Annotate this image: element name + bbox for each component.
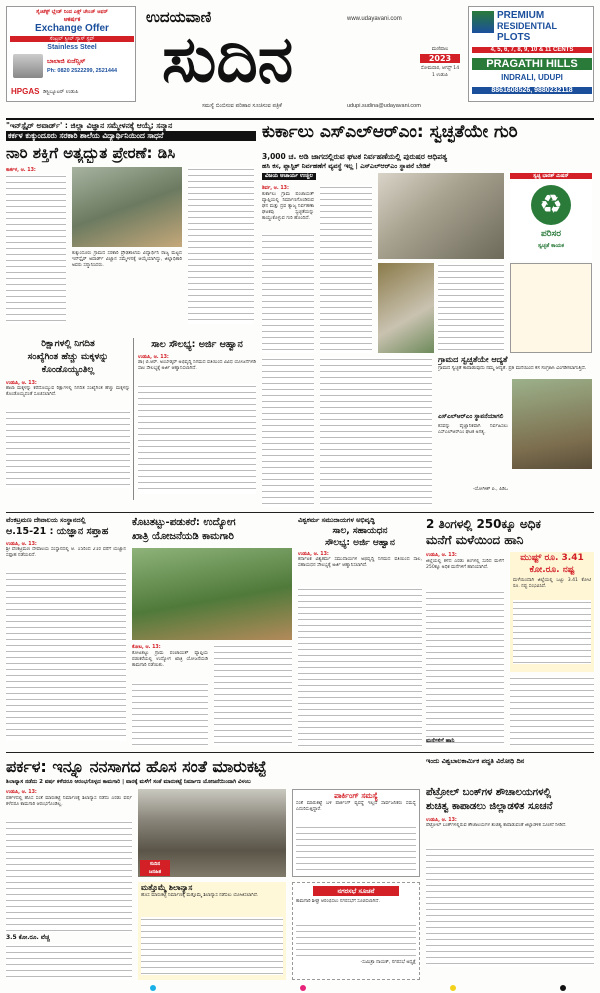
story7-body: ಕರ್ನಾಟಕ ವಿಶ್ವಕರ್ಮ ಸಮುದಾಯಗಳ ಅಭಿವೃದ್ಧಿ ನಿಗಮದ ವತಿಯಿಂದ ಸಾಲ, ಸಹಾಯಧನ ಸೌಲಭ್ಯಕ್ಕೆ ಅರ್ಜಿ ಆಹ್ವಾನಿಸಲಾಗಿದೆ. xyxy=(298,557,422,568)
swachh-logo xyxy=(510,173,592,261)
story9-box2-body: ಹೊಸ ಮಾರುಕಟ್ಟೆ ನಿರ್ಮಾಣಕ್ಕೆ ಮತ್ತೊಮ್ಮೆ ಶಿಲಾನ್ಯಾಸ ನಡೆಸಲು ಯೋಜಿಸಲಾಗಿದೆ. xyxy=(141,893,259,898)
story2-subhead: 3,000 ಚ. ಅಡಿ ಜಾಗದಲ್ಲಿರುವ ಘಟಕ ನಿರ್ವಹಣೆಯಲ್ಲಿ ಪುರುಷರ ಆಧಿಪತ್ಯ xyxy=(262,152,448,161)
story7-body-lines xyxy=(298,587,422,747)
story4-body: ಡಾ| ಬಿ.ಆರ್. ಅಂಬೇಡ್ಕರ್ ಅಭಿವೃದ್ಧಿ ನಿಗಮದ ವತಿಯಿಂದ ವಿವಿಧ ಯೋಜನೆಗಳಡಿ ಸಾಲ ಸೌಲಭ್ಯಕ್ಕೆ ಅರ್ಜಿ ಆಹ್ವಾನಿಸಲಾಗಿದೆ. xyxy=(138,360,256,371)
story2-quote-body: ಕಸವನ್ನು ವೈಜ್ಞಾನಿಕವಾಗಿ ನಿರ್ವಹಿಸಲು ಎಸ್‌ಎಲ್‌ಆರ್‌ಎಂ ಘಟಕ ಅಗತ್ಯ. xyxy=(438,424,508,435)
swachh-logo-word1: ಪರಿಸರ xyxy=(540,229,562,239)
swachh-logo-word2: ಸ್ವಚ್ಛತೆ ಕಾಯಕ xyxy=(538,243,564,249)
story9-box1-title: ಪಾರ್ಕಿಂಗ್ ಸಮಸ್ಯೆ xyxy=(334,791,378,800)
story9-box1-lines xyxy=(296,825,416,871)
masthead-date-block xyxy=(420,46,460,102)
story10 xyxy=(426,756,594,982)
story2-subhead2: ಹಸಿ ಕಸ, ಪ್ಲಾಸ್ಟಿಕ್ ನಿರ್ವಹಣೆಗೆ ವ್ಯವಸ್ಥೆ ಇಲ್ಲ | ಎಸ್‌ಎಲ್‌ಆರ್‌ಎಂ ಸ್ಥಾಪನೆ ಬೇಡಿಕೆ xyxy=(262,162,431,170)
story2 xyxy=(262,121,594,511)
stove-image xyxy=(13,54,43,78)
story2-photo-truck xyxy=(378,263,434,353)
hills-logo xyxy=(472,11,494,33)
story9-badge2: ಜನಹಿತ xyxy=(148,869,162,875)
story5-headline1: ವೆಂಕಟ್ರಮಣ ದೇವಾಲಯ ಸಂಸ್ಥಾನದಲ್ಲಿ xyxy=(6,516,86,524)
story5-body: ಶ್ರೀ ವೆಂಕಟ್ರಮಣ ದೇವಾಲಯ ಸಂಸ್ಥಾನದಲ್ಲಿ ಆ. 15ರಿಂದ 21ರ ವರೆಗೆ ಯಜ್ಞಾನ ಸಪ್ತಾಹ ನಡೆಯಲಿದೆ. xyxy=(6,547,126,558)
story10-headline1: ಪೆಟ್ರೋಲ್ ಬಂಕ್‌ಗಳ ಶೌಚಾಲಯಗಳಲ್ಲಿ xyxy=(426,787,552,798)
story4-headline: ಸಾಲ ಸೌಲಭ್ಯ: ಅರ್ಜಿ ಆಹ್ವಾನ xyxy=(151,339,243,350)
story3-body-lines xyxy=(6,410,130,488)
masthead-brand-small: ಉದಯವಾಣಿ xyxy=(146,8,212,26)
story9-body-col1 xyxy=(6,820,132,932)
story10-kicker: ಇಂದು ವಿಶ್ವಬಾಲಕಾರ್ಮಿಕ ಪದ್ಧತಿ ವಿರೋಧಿ ದಿನ xyxy=(426,757,525,765)
story6-dateline: ಕೋಟ, ಆ. 13: xyxy=(132,645,161,650)
story7-headline1: ವಿಶ್ವಕರ್ಮ ಸಮುದಾಯಗಳ ಅಭಿವೃದ್ಧಿ xyxy=(298,516,375,524)
registration-mark xyxy=(300,985,306,991)
story10-body: ಪೆಟ್ರೋಲ್ ಬಂಕ್‌ಗಳಲ್ಲಿರುವ ಶೌಚಾಲಯಗಳ ಶುಚಿತ್ವ ಕಾಪಾಡುವಂತೆ ಜಿಲ್ಲಾಡಳಿತ ಸೂಚನೆ ನೀಡಿದೆ. xyxy=(426,823,567,828)
ad-left-offer: Exchange Offer xyxy=(35,23,109,34)
story9-badge xyxy=(140,860,170,876)
story9-box2-lines xyxy=(141,917,283,975)
story2-dateline: ಶಿರ್ವ, ಆ. 13: xyxy=(262,186,289,191)
story2-box-body: ಗ್ರಾಮದ ಸ್ವಚ್ಛತೆ ಕಾಪಾಡುವುದು ನಮ್ಮ ಆದ್ಯತೆ. ಪ್ರತಿ ಮನೆಯಿಂದ ಕಸ ಸಂಗ್ರಹಿಸಿ ವಿಂಗಡಿಸಲಾಗುತ್ತಿದೆ. xyxy=(438,366,587,371)
story8-body: ಜಿಲ್ಲೆಯಲ್ಲಿ ಕಳೆದ ಎರಡು ತಿಂಗಳಲ್ಲಿ ಸುರಿದ ಮಳೆಗೆ 250ಕ್ಕೂ ಅಧಿಕ ಮನೆಗಳಿಗೆ ಹಾನಿಯಾಗಿದೆ. xyxy=(426,559,504,570)
story8-body-col1 xyxy=(426,590,504,746)
story9-body: ಪರ್ಕಳದಲ್ಲಿ ಹೊಸ ಸಂತೆ ಮಾರುಕಟ್ಟೆ ನಿರ್ಮಾಣಕ್ಕೆ ಶಿಲಾನ್ಯಾಸ ನಡೆದು ಎರಡು ವರ್ಷ ಕಳೆದರೂ ಕಾಮಗಾರಿ ಆರಂಭಗೊಂಡಿಲ್ಲ. xyxy=(6,796,132,807)
story2-body: ಕುರ್ಕಾಲು ಗ್ರಾಮ ಪಂಚಾಯತ್ ವ್ಯಾಪ್ತಿಯಲ್ಲಿ ನಿರ್ಮಾಣಗೊಂಡಿರುವ ಘನ ಮತ್ತು ದ್ರವ ತ್ಯಾಜ್ಯ ನಿರ್ವಹಣಾ ಘಟಕವು ಸ್ವಚ್ಛತೆಯನ್ನು ಕಾಯ್ದುಕೊಳ್ಳುವ ಗುರಿ ಹೊಂದಿದೆ. xyxy=(262,192,314,221)
story8-dateline: ಉಡುಪಿ, ಆ. 13: xyxy=(426,553,457,558)
story2-photo-sacks xyxy=(378,173,504,259)
story6-body: ಕೋಟತಟ್ಟು ಗ್ರಾಮ ಪಂಚಾಯತ್ ವ್ಯಾಪ್ತಿಯ ಪಡುಕರೆಯಲ್ಲಿ ಉದ್ಯೋಗ ಖಾತ್ರಿ ಯೋಜನೆಯಡಿ ಕಾಮಗಾರಿ ನಡೆಯಿತು. xyxy=(132,651,208,668)
masthead-page-line: 1 ಉಡುಪಿ xyxy=(432,73,448,78)
story8-box-body: ಮಳೆಯಿಂದಾಗಿ ಜಿಲ್ಲೆಯಲ್ಲಿ ಒಟ್ಟು 3.41 ಕೋಟಿ ರೂ. ನಷ್ಟ ಸಂಭವಿಸಿದೆ. xyxy=(513,578,591,589)
story2-body-col5 xyxy=(320,357,432,507)
story8-box xyxy=(510,552,594,672)
story1-kicker1: "ಇನ್‌ಸ್ಪೈರ್ ಅವಾರ್ಡ್' : ಜಿಲ್ಲಾ ವಿಜ್ಞಾನ ಸಮ್ಮೇಳನಕ್ಕೆ ಆಯ್ಕೆ; ಸನ್ಮಾನ xyxy=(6,121,173,130)
masthead-year: 2023 xyxy=(420,54,460,63)
mid-rule xyxy=(6,512,594,513)
registration-mark xyxy=(450,985,456,991)
story9-subhead: ಶಿಲಾನ್ಯಾಸ ನಡೆದು 2 ವರ್ಷ ಕಳೆದರೂ ಆರಂಭಗೊಳ್ಳದ ಕಾಮಗಾರಿ | ವಾರಕ್ಕೆ ಮಳೆಗೆ ಸಂತೆ ಮಾರುಕಟ್ಟೆ ನಿರ್ಮಾಣ ಯೋಜನೆಯಿಂದಾಗಿ ವಿಳಂಬ xyxy=(6,779,251,785)
story2-box xyxy=(510,263,592,353)
ad-left-line3: ಸೆಂಟ್ರಲ್ ಸ್ಟೀಲ್ ಗ್ಯಾಸ್ ಸ್ಟವ್ xyxy=(10,36,134,42)
story9-amount: 3.5 ಕೋ.ರೂ. ವೆಚ್ಚ xyxy=(6,934,50,941)
story9-box1-body: ಸಂತೆ ಮಾರುಕಟ್ಟೆ ಬಳಿ ಪಾರ್ಕಿಂಗ್ ವ್ಯವಸ್ಥೆ ಇಲ್ಲದೆ ಸಾರ್ವಜನಿಕರು ಸಮಸ್ಯೆ ಎದುರಿಸುತ್ತಿದ್ದಾರೆ. xyxy=(296,801,416,812)
ad-right-name: PRAGATHI HILLS xyxy=(472,58,592,70)
masthead-email[interactable]: udupi.sudina@udayavani.com xyxy=(347,103,421,109)
story2-body-col2 xyxy=(320,185,372,353)
story5-dateline: ಉಡುಪಿ, ಆ. 13: xyxy=(6,542,37,547)
story10-headline2: ಶುಚಿತ್ವ ಕಾಪಾಡಲು ಜಿಲ್ಲಾಡಳಿತ ಸೂಚನೆ xyxy=(426,801,553,812)
story2-quote xyxy=(438,413,508,509)
story1-body-col3 xyxy=(188,167,254,324)
story9-box3-title: ನಗರಸಭೆ ಸೂಚನೆ xyxy=(313,886,399,896)
story6-body-col2 xyxy=(214,644,292,746)
story9-box3 xyxy=(292,882,420,980)
masthead-tagline: ಸಮಸ್ಯೆ ಬಿಂಬಿಸುವ ಪರಿಹಾರ ಸೂಚಿಸುವ ಪತ್ರಿಕೆ xyxy=(202,103,282,109)
story7-dateline: ಉಡುಪಿ, ಆ. 13: xyxy=(298,552,329,557)
ad-left-phone: Ph: 0820 2522299, 2521444 xyxy=(47,68,118,74)
ad-right-cents: 4, 5, 6, 7, 8, 9, 10 & 11 CENTS xyxy=(472,47,592,53)
story4-dateline: ಉಡುಪಿ, ಆ. 13: xyxy=(138,355,169,360)
story8-headline2: ಮನೆಗೆ ಮಳೆಯಿಂದ ಹಾನಿ xyxy=(426,533,524,547)
story6-photo xyxy=(132,548,292,640)
story6-body-col1 xyxy=(132,682,208,746)
story9-box3-body: ಕಾಮಗಾರಿ ಶೀಘ್ರ ಆರಂಭಿಸಲು ನಗರಸಭೆಗೆ ಸೂಚಿಸಲಾಗಿದೆ. xyxy=(296,899,380,904)
story1-photo xyxy=(72,167,182,247)
ad-left-brand: HPGAS xyxy=(11,87,40,96)
story6-headline2: ಖಾತ್ರಿ ಯೋಜನೆಯಡಿ ಕಾಮಗಾರಿ xyxy=(132,531,234,542)
ad-right xyxy=(468,6,594,102)
story3-headline1: ರಿಕ್ಷಾಗಳಲ್ಲಿ ನಿಗದಿತ xyxy=(41,339,95,349)
story10-body-lines xyxy=(426,847,594,967)
story3 xyxy=(6,338,130,500)
story8-box-title2: ಕೋ.ರೂ. ನಷ್ಟ xyxy=(529,565,575,575)
masthead-date-line: ಸೋಮವಾರ, ಆಗಸ್ಟ್ 14 xyxy=(420,66,460,71)
story9-box2-title: ಮತ್ತೊಮ್ಮೆ ಶಿಲಾನ್ಯಾಸ xyxy=(141,883,193,892)
story4-body-lines xyxy=(138,384,256,494)
story1 xyxy=(6,121,256,331)
ad-left-line1: ಸೈಂಟೆಕ್ಸ್ ಬ್ಲೇಡ್ ನಿಂದ ಎಕ್ಸ್ ಚೇಂಜ್ ಆಫರ್ xyxy=(36,9,108,15)
story8-body-col2 xyxy=(510,676,594,746)
story2-box-title: ಗ್ರಾಮದ ಸ್ವಚ್ಛತೆಯೇ ಆದ್ಯತೆ xyxy=(438,355,508,364)
recycle-icon: ♻ xyxy=(531,185,571,225)
story8-box-title1: ಮುಷ್ಟ್ ರೂ. 3.41 xyxy=(520,553,584,563)
ad-left-steel: Stainless Steel xyxy=(47,44,97,51)
story9-box3-lines xyxy=(296,923,416,959)
story3-headline2: ಸಂಖ್ಯೆಗಿಂತ ಹೆಚ್ಚು ಮಕ್ಕಳನ್ನು xyxy=(27,352,109,362)
ad-left-brand-sub: ಡಿಸ್ಟ್ರಿಬ್ಯೂಟರ್ ಉಡುಪಿ xyxy=(43,89,79,95)
story1-headline: ನಾರಿ ಶಕ್ತಿಗೆ ಅತ್ಯದ್ಭುತ ಪ್ರೇರಣೆ: ಡಿಸಿ xyxy=(6,144,176,162)
story3-headline3: ಕೊಂಡೊಯ್ಯಂತಿಲ್ಲ xyxy=(41,365,95,375)
story7-headline2: ಸಾಲ, ಸಹಾಯಧನ xyxy=(332,526,388,536)
story8-subhead: ಮನೆಗಳಿಗೆ ಹಾನಿ xyxy=(426,738,455,744)
ad-left xyxy=(6,6,136,102)
story1-dateline: ಕಾರ್ಕಳ, ಆ. 13: xyxy=(6,168,36,173)
masthead-rule xyxy=(6,118,594,120)
story2-body-col6 xyxy=(262,357,314,507)
registration-mark xyxy=(150,985,156,991)
story9-box1 xyxy=(292,789,420,877)
story8-box-lines xyxy=(513,600,591,664)
story3-divider xyxy=(133,338,134,500)
story2-photo-ground xyxy=(512,379,592,469)
story5-headline2: ಆ.15-21 : ಯಜ್ಞಾನ ಸಪ್ತಾಹ xyxy=(6,526,109,537)
lower-rule xyxy=(6,752,594,753)
story9-badge1: ಸುದಿನ xyxy=(149,861,161,867)
ad-right-place: INDRALI, UDUPI xyxy=(501,73,563,82)
story2-quote-sig: -ಯೋಗೀಶ್ ಪಿ., ಪಿಡಿಒ xyxy=(472,487,508,492)
ad-left-line2: ಆಕರ್ಷಕ xyxy=(63,16,81,23)
story1-body: ಕುಕ್ಕುಂದೂರು ಗ್ರಾಮದ ಸರಕಾರಿ ಪ್ರೌಢಶಾಲೆಯ ವಿದ್ಯಾರ್ಥಿನಿ ರಾಜ್ಯ ಮಟ್ಟದ ಇನ್‌ಸ್ಪೈರ್ ಅವಾರ್ಡ್ ವಿಜ್ಞಾನ ಸಮ್ಮೇಳನಕ್ಕೆ ಆಯ್ಕೆಯಾಗಿದ್ದು, ಜಿಲ್ಲಾಧಿಕಾರಿ ಅವರು ಸನ್ಮಾನಿಸಿದರು. xyxy=(72,251,182,268)
story9 xyxy=(6,756,420,982)
story2-body-col4 xyxy=(438,263,504,353)
masthead-city: ಮಣಿಪಾಲ xyxy=(431,46,449,52)
story8-headline1: 2 ತಿಂಗಳಲ್ಲಿ 250ಕ್ಕೂ ಅಧಿಕ xyxy=(426,517,541,531)
ad-right-phone: 8861608526, 9880232118 xyxy=(472,87,592,94)
story10-dateline: ಉಡುಪಿ, ಆ. 13: xyxy=(426,818,457,823)
masthead xyxy=(142,6,462,116)
story2-body-col1 xyxy=(262,233,314,353)
masthead-website[interactable]: www.udayavani.com xyxy=(347,16,402,22)
story2-quote-title: ಎಸ್‌ಎಲ್‌ಆರ್‌ಎಂ ಸ್ಥಾಪನೆಯಾಗಲಿ xyxy=(438,413,504,420)
ad-right-line2: RESIDENTIAL xyxy=(497,21,558,31)
story4 xyxy=(138,338,256,500)
story9-box3-sig: -ಸುಮಿತ್ರಾ ನಾಯಕ್, ನಗರಸಭೆ ಅಧ್ಯಕ್ಷೆ xyxy=(360,960,416,965)
registration-mark xyxy=(560,985,566,991)
story3-body: ಶಾಲಾ ಮಕ್ಕಳನ್ನು ಕರೆದೊಯ್ಯುವ ರಿಕ್ಷಾಗಳಲ್ಲಿ ನಿಗದಿತ ಸಂಖ್ಯೆಗಿಂತ ಹೆಚ್ಚು ಮಕ್ಕಳನ್ನು ಕೊಂಡೊಯ್ಯದಂತೆ ಸೂಚಿಸಲಾಗಿದೆ. xyxy=(6,386,130,397)
story8 xyxy=(426,516,594,748)
story7-headline3: ಸೌಲಭ್ಯ: ಅರ್ಜಿ ಆಹ್ವಾನ xyxy=(325,538,395,548)
story9-box2 xyxy=(138,882,286,980)
story6 xyxy=(132,516,292,748)
swachh-logo-label: ಸ್ವಚ್ಛ ಭಾರತ್ ಮಿಷನ್ xyxy=(510,173,592,179)
story2-byline: ವಿಜಯ ಆಚಾರ್ಯ ಉಚ್ಚಿಲ xyxy=(262,173,316,180)
story9-dateline: ಉಡುಪಿ, ಆ. 13: xyxy=(6,790,37,795)
story1-body-col1 xyxy=(6,174,66,324)
story3-dateline: ಉಡುಪಿ, ಆ. 13: xyxy=(6,381,37,386)
ad-left-shop: ಬಾಲಾಜಿ ಏಜೆನ್ಸಿಸ್ xyxy=(47,57,86,65)
story2-headline: ಕುರ್ಕಾಲು ಎಸ್‌ಎಲ್‌ಆರ್‌ಎಂ: ಸ್ವಚ್ಛತೆಯೇ ಗುರಿ xyxy=(262,122,518,142)
story9-headline: ಪರ್ಕಳ: ಇನ್ನೂ ನನಸಾಗದ ಹೊಸ ಸಂತೆ ಮಾರುಕಟ್ಟೆ xyxy=(6,757,267,776)
ad-right-line1: PREMIUM xyxy=(497,10,545,21)
story6-headline1: ಕೊಟತಟ್ಟು-ಪಡುಕರೆ: ಉದ್ಯೋಗ xyxy=(132,517,236,528)
story1-kicker2: ಕರ್ಕಳ ಕುಕ್ಕುಂದೂರು ಸರಕಾರಿ ಶಾಲೆಯ ವಿದ್ಯಾರ್ಥಿನಿಯಿಂದ ಸಾಧನೆ xyxy=(6,131,256,141)
story5-body-lines xyxy=(6,571,126,741)
story7 xyxy=(298,516,422,748)
ad-right-line3: PLOTS xyxy=(497,32,531,43)
masthead-title: ಸುದಿನ xyxy=(162,23,294,97)
story9-body-col1b xyxy=(6,944,132,980)
story5 xyxy=(6,516,126,748)
